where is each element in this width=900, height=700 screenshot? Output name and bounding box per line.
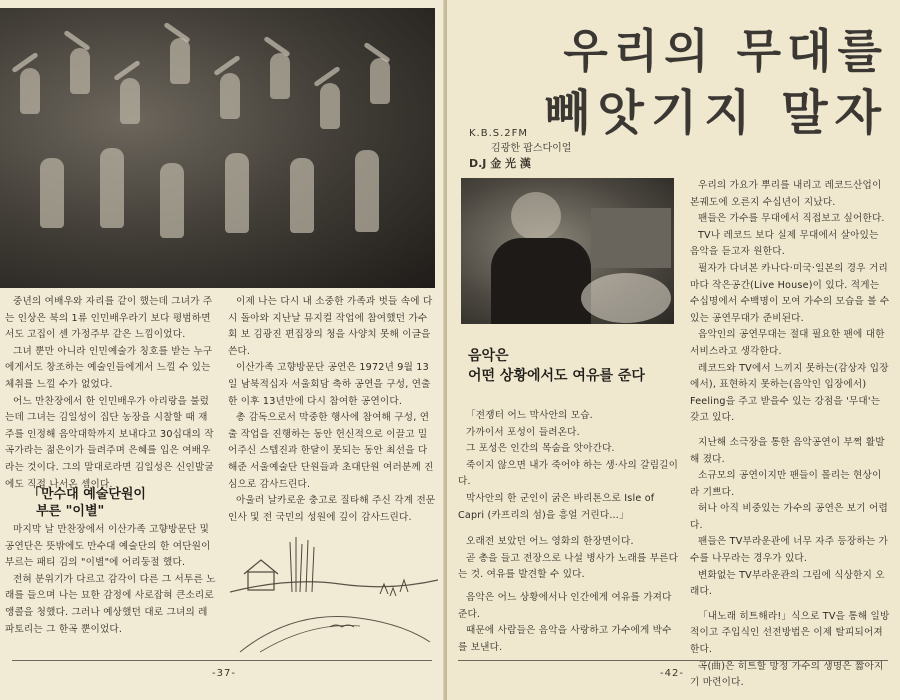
paragraph: 어느 만찬장에서 한 인민배우가 아리랑을 불렀는데 그녀는 김일성이 집단 농장을 시찰할 때 재주를 인정해 음악대학까지 보내다고 30십대의 작곡가라는 젊은이가 들려주며 은혜를 입은 여배우라는 것이다. 그의 말대로라면 김일성은 신인발굴에도 직접 나서온 셈이다.: [5, 395, 214, 490]
paragraph: 우리의 가요가 뿌리를 내리고 레코드산업이 본궤도에 오른지 수십년이 지났다.: [690, 180, 882, 208]
paragraph: 총 감독으로서 막중한 행사에 참여해 구성, 연출 작업을 진행하는 동안 헌신적으로 이끌고 밀어주신 스텝진과 한달이 못되는 동안 최선을 다해준 서울예술단 단원들과 초대단원 여러분께 진심으로 감사드린다.: [228, 412, 434, 490]
paragraph: 음악인의 공연무대는 절대 필요한 팬에 대한 서비스라고 생각한다.: [690, 329, 885, 357]
paragraph: 허나 아직 비중있는 가수의 공연은 보기 어렵다.: [690, 503, 888, 531]
right-subhead: 음악은 어떤 상황에서도 여유를 준다: [468, 348, 645, 384]
right-col2-text: [690, 178, 890, 692]
paragraph: 레코드와 TV에서 느끼지 못하는(감상자 입장에서), 표현하지 못하는(음악인 입장에서) Feeling을 주고 받을수 있는 강점을 '무대'는 갖고 있다.: [690, 362, 889, 424]
left-page: [0, 0, 446, 700]
left-subhead: 「만수대 예술단원이 부른 "이별": [28, 487, 146, 519]
paragraph: 때문에 사람들은 음악을 사랑하고 가수에게 박수를 보낸다.: [458, 625, 672, 653]
paragraph: 팬들은 TV부라운관에 너무 자주 등장하는 가수를 나무라는 경우가 있다.: [690, 536, 889, 565]
left-col1-text: [5, 294, 217, 493]
paragraph: 「내노래 히트해라!」식으로 TV을 통해 일방적이고 주입식인 선전방법은 이제 탈피되어져 한다.: [690, 610, 890, 656]
right-col1-text: [458, 408, 680, 656]
dj-studio-photo: [461, 178, 674, 324]
paragraph: 소규모의 공연이지만 팬들이 몰리는 현상이라 기쁘다.: [690, 470, 882, 498]
paragraph: 마지막 날 만찬장에서 이산가족 고향방문단 및 공연단은 뜻밖에도 만수대 예술단의 한 여단원이 부르는 패티 김의 "이별"에 어리둥절 했다.: [5, 524, 211, 569]
paragraph: 이산가족 고향방문단 공연은 1972년 9월 13일 남북적십자 서울회담 축하 공연을 구성, 연출한 이후 13년만에 다시 참여한 공연이다.: [228, 362, 431, 407]
paragraph: 막사안의 한 군인이 굵은 바리톤으로 Isle of Capri (카프리의 섬)을 흥얼 거린다…」: [458, 492, 655, 521]
paragraph: 필자가 다녀본 카나다·미국·일본의 경우 거리마다 작은공간(Live House)이 있다. 적게는 수십명에서 수백명이 모여 가수의 모습을 볼 수 있는 공연무대가 준비된다.: [690, 262, 890, 324]
article-title: [544, 20, 888, 144]
paragraph: 음악은 어느 상황에서나 인간에게 여유를 가져다 준다.: [458, 591, 672, 620]
paragraph: 곧 총을 들고 전장으로 나설 병사가 노래를 부른다는 것. 여유를 발견할 수 있다.: [458, 552, 679, 581]
paragraph: 죽이지 않으면 내가 죽어야 하는 생·사의 갈림길이다.: [458, 459, 679, 488]
paragraph: 가까이서 포성이 들려온다.: [466, 426, 580, 438]
dance-performance-photo: [0, 8, 435, 288]
byline-dj: D.J 金 光 漢: [469, 157, 531, 170]
landscape-sketch-illustration: [230, 522, 438, 654]
title-line-2: 빼앗기지 말자: [544, 85, 888, 141]
byline-program: K.B.S.2FM: [469, 128, 529, 139]
paragraph: 그 포성은 인간의 목숨을 앗아간다.: [466, 443, 615, 455]
paragraph: 곡(曲)은 히트할 망정 가수의 생명은 짧아지기 마련이다.: [690, 660, 884, 689]
right-page-number: -42-: [660, 668, 684, 679]
paragraph: 지난해 소극장을 통한 음악공연이 부쩍 활발해 졌다.: [690, 436, 885, 465]
paragraph: 그녀 뿐만 아니라 인민예술가 칭호를 받는 누구에게서도 창조하는 예술인들에게서 느낄 수 있는 체취를 느낄 수가 없었다.: [5, 345, 213, 390]
paragraph: 변화없는 TV부라운관의 그림에 식상한지 오래다.: [690, 569, 885, 598]
left-page-number: -37-: [212, 668, 236, 679]
paragraph: 중년의 여배우와 자리를 같이 했는데 그녀가 주는 인상은 북의 1류 인민배우라기 보다 평범하면서도 고집이 센 가정주부 같은 느낌이었다.: [5, 296, 213, 341]
paragraph: 오래전 보았던 어느 영화의 한장면이다.: [466, 536, 634, 548]
byline: [469, 126, 571, 171]
title-line-1: 우리의 무대를: [563, 24, 888, 78]
byline-show: 김광한 팝스다이얼: [491, 143, 572, 154]
right-bottom-rule: [458, 660, 888, 661]
paragraph: 이제 나는 다시 내 소중한 가족과 벗들 속에 다시 돌아와 지난날 뮤지컬 작업에 참여했던 가수회 보 김광진 편집장의 청을 사양치 못해 이글을 쓴다.: [228, 296, 433, 357]
left-col1b-text: [5, 522, 217, 638]
paragraph: 아울러 날카로운 충고로 질타해 주신 각계 전문인사 및 전 국민의 성원에 깊이 감사드린다.: [228, 495, 436, 523]
paragraph: 전혀 분위기가 다르고 감각이 다른 그 서투른 노래를 들으며 나는 묘한 감정에 사로잡혀 큰소리로 앵콜을 청했다. 그러나 예상했던 대로 그녀의 레파토리는 그 한곡 뿐이었다.: [5, 573, 216, 635]
paragraph: 팬들은 가수를 무대에서 직접보고 싶어한다.: [698, 213, 885, 225]
left-col2-text: [228, 294, 436, 526]
paragraph: 「전쟁터 어느 막사안의 모습.: [466, 410, 593, 421]
paragraph: TV나 레코드 보다 실제 무대에서 살아있는 음악을 듣고자 원한다.: [690, 229, 879, 258]
left-bottom-rule: [12, 660, 432, 661]
